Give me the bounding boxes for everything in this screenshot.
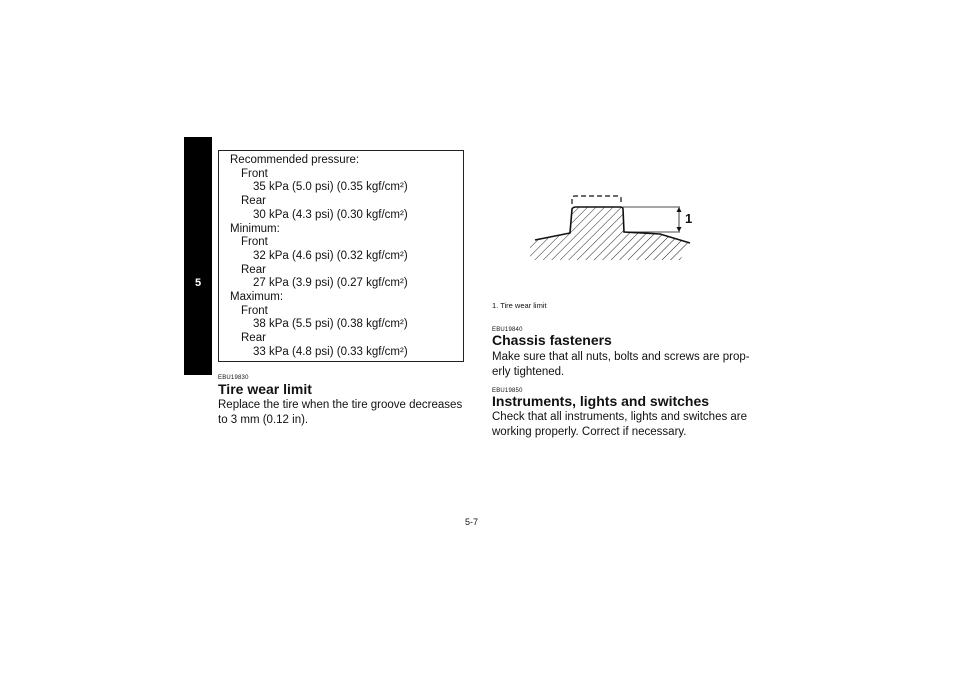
chassis-heading: Chassis fasteners <box>492 332 612 348</box>
chassis-section-code: EBU19840 <box>492 327 523 333</box>
recommended-front-label: Front <box>241 167 268 180</box>
maximum-rear-label: Rear <box>241 332 266 345</box>
minimum-rear-value: 27 kPa (3.9 psi) (0.27 kgf/cm²) <box>253 277 408 290</box>
figure-callout: 1 <box>685 211 693 226</box>
maximum-rear-value: 33 kPa (4.8 psi) (0.33 kgf/cm²) <box>253 345 408 358</box>
maximum-pressure-label: Maximum: <box>230 291 284 304</box>
tire-wear-limit-figure <box>530 188 698 260</box>
page-number: 5-7 <box>465 517 479 527</box>
maximum-front-value: 38 kPa (5.5 psi) (0.38 kgf/cm²) <box>253 318 408 331</box>
instruments-heading: Instruments, lights and switches <box>492 393 710 409</box>
recommended-rear-value: 30 kPa (4.3 psi) (0.30 kgf/cm²) <box>253 208 408 221</box>
arrow-head-top <box>677 207 682 212</box>
recommended-pressure-label: Recommended pressure: <box>230 154 360 166</box>
original-tread-dashed-outline <box>572 196 621 204</box>
tire-wear-body: Replace the tire when the tire groove decreases to 3 mm (0.12 in). <box>218 399 463 426</box>
instruments-body: Check that all instruments, lights and switches are working properly. Correct if necessary. <box>492 411 748 438</box>
maximum-front-label: Front <box>241 304 268 317</box>
recommended-rear-label: Rear <box>241 195 266 208</box>
chapter-number: 5 <box>194 277 202 289</box>
minimum-front-value: 32 kPa (4.6 psi) (0.32 kgf/cm²) <box>253 249 408 262</box>
tire-wear-section-code: EBU19830 <box>218 375 249 381</box>
chapter-tab <box>184 137 212 375</box>
figure-caption: 1. Tire wear limit <box>492 301 547 310</box>
minimum-front-label: Front <box>241 236 268 249</box>
minimum-rear-label: Rear <box>241 263 266 276</box>
tread-hatching <box>530 188 698 260</box>
recommended-front-value: 35 kPa (5.0 psi) (0.35 kgf/cm²) <box>253 181 408 194</box>
minimum-pressure-label: Minimum: <box>230 222 280 235</box>
arrow-head-bottom <box>677 227 682 232</box>
tire-wear-heading: Tire wear limit <box>218 381 312 397</box>
instruments-section-code: EBU19850 <box>492 388 523 394</box>
tire-pressure-spec-box <box>218 150 464 362</box>
chassis-body: Make sure that all nuts, bolts and screws are prop-erly tightened. <box>492 351 750 378</box>
